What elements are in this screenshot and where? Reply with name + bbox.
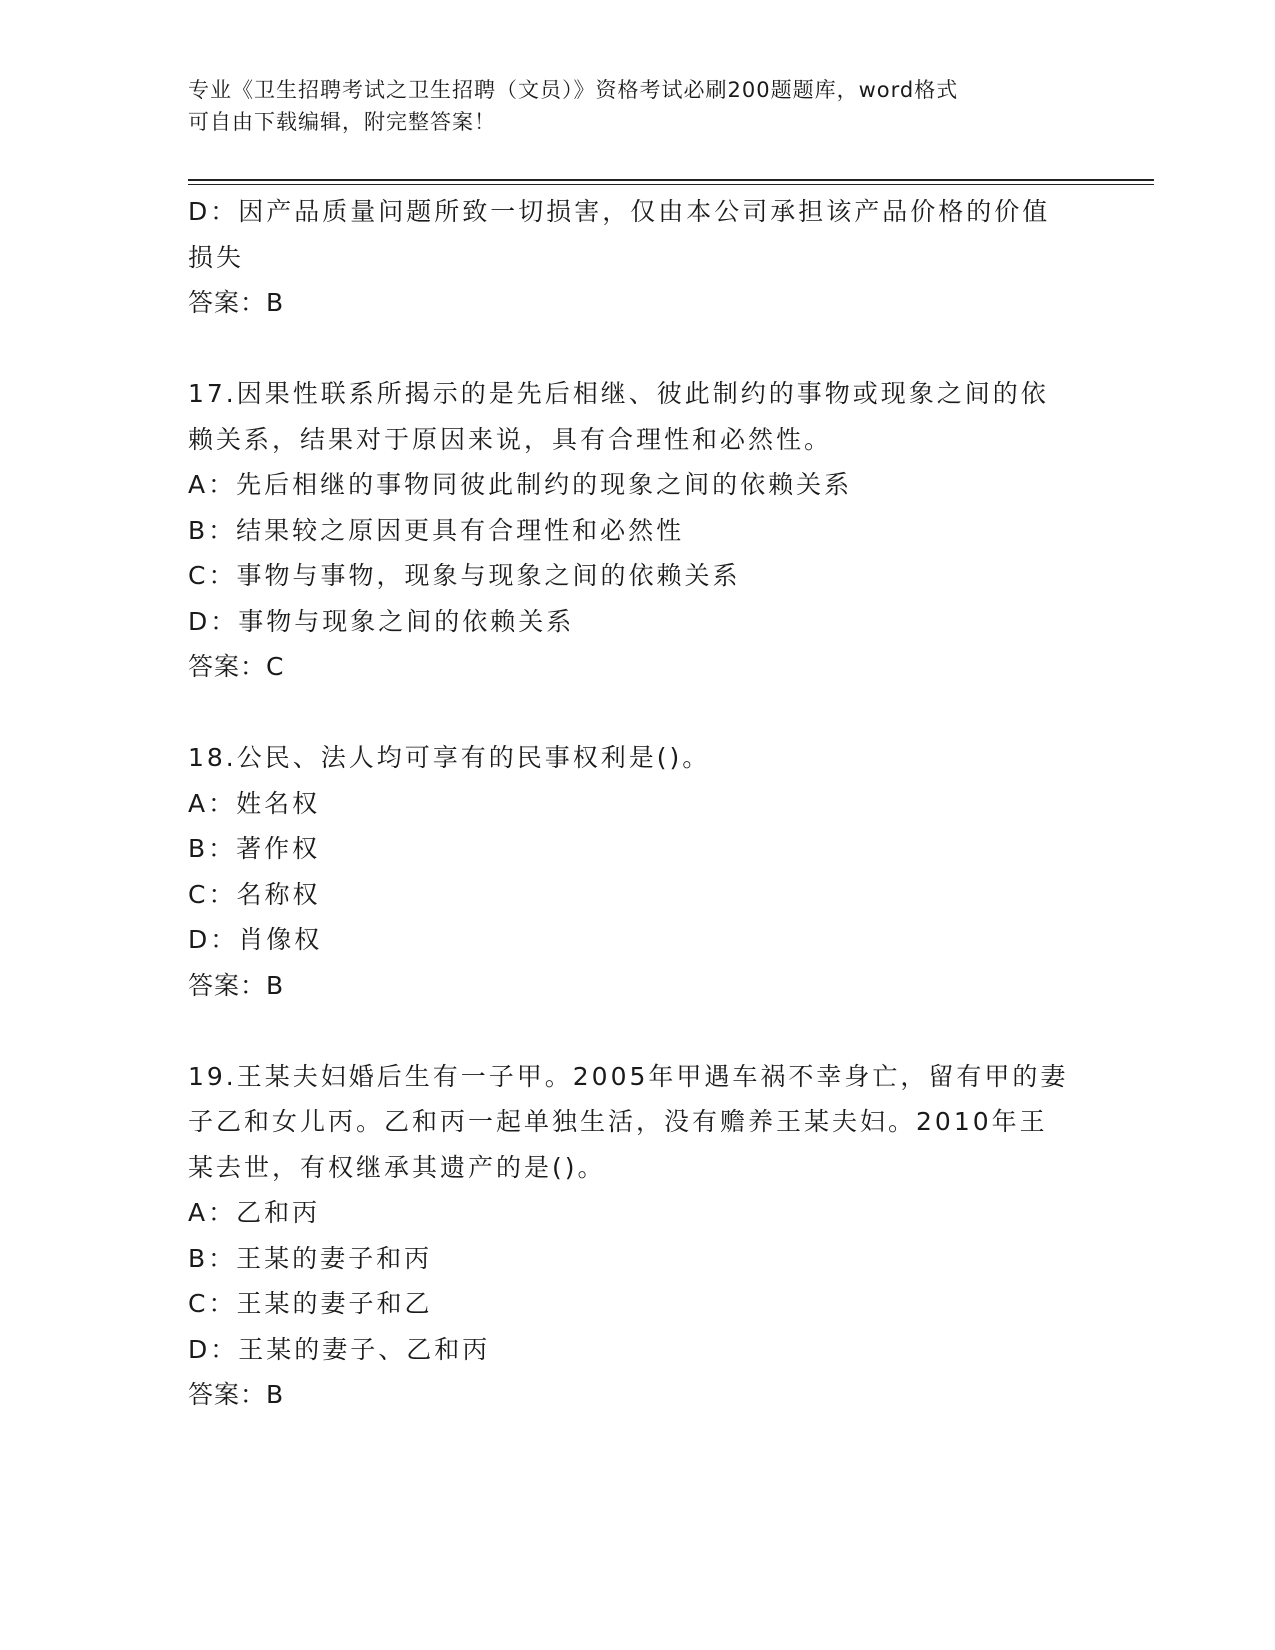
option-b: B：王某的妻子和丙 [188,1243,433,1273]
option-d-continued: 损失 [188,242,245,272]
question-17 [188,371,1088,690]
answer: 答案：B [188,288,285,317]
spacer [188,326,1088,372]
answer: 答案：B [188,970,285,1000]
option-a: A：乙和丙 [188,1198,321,1227]
option-b: B：著作权 [188,834,321,863]
option-c: C：王某的妻子和乙 [188,1289,433,1318]
option-a: A：姓名权 [188,788,321,818]
answer: 答案：C [188,652,285,681]
option-d: D：事物与现象之间的依赖关系 [188,606,575,636]
header-line-2: 可自由下载编辑，附完整答案！ [188,110,496,134]
spacer [188,1008,1088,1054]
option-b: B：结果较之原因更具有合理性和必然性 [188,515,685,545]
question-stem-continued: 赖关系，结果对于原因来说，具有合理性和必然性。 [188,424,833,454]
question-18 [188,735,1088,1008]
question-stem: 17.因果性联系所揭示的是先后相继、彼此制约的事物或现象之间的依 [188,379,1049,408]
question-list [188,189,1088,1418]
option-c: C：名称权 [188,879,321,909]
header-line-1: 专业《卫生招聘考试之卫生招聘（文员）》资格考试必刷200题题库，word格式 [188,78,959,102]
question-stem: 19.王某夫妇婚后生有一子甲。2005年甲遇车祸不幸身亡，留有甲的妻 [188,1061,1069,1091]
question-19 [188,1054,1088,1418]
question-16-tail [188,189,1088,326]
option-d: D：肖像权 [188,925,323,954]
option-d: D：王某的妻子、乙和丙 [188,1334,491,1364]
question-stem-continued: 某去世，有权继承其遗产的是()。 [188,1152,606,1182]
option-c: C：事物与事物，现象与现象之间的依赖关系 [188,561,741,590]
option-a: A：先后相继的事物同彼此制约的现象之间的依赖关系 [188,470,853,499]
question-stem: 18.公民、法人均可享有的民事权利是()。 [188,743,711,772]
document-header [188,74,1088,138]
option-d: D：因产品质量问题所致一切损害，仅由本公司承担该产品价格的价值 [188,197,1051,226]
header-rule-thick [188,179,1154,181]
answer: 答案：B [188,1380,285,1409]
spacer [188,690,1088,736]
header-rule-thin [188,184,1154,185]
question-stem-continued: 子乙和女儿丙。乙和丙一起单独生活，没有赡养王某夫妇。2010年王 [188,1107,1048,1136]
